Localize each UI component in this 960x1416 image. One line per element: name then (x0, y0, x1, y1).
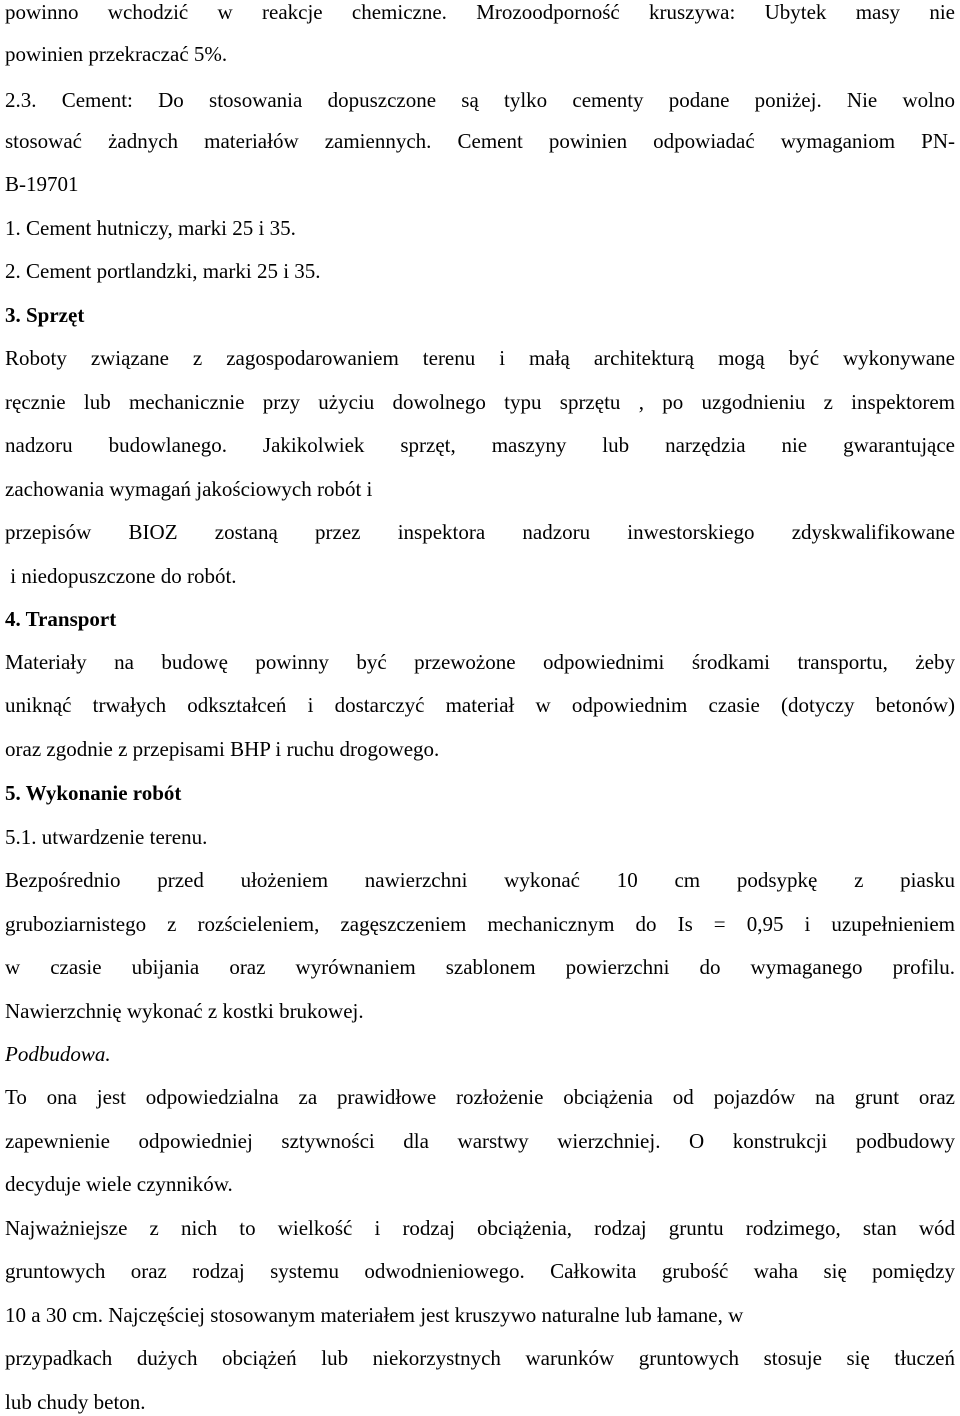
text-line: Najważniejsze z nich to wielkość i rodzaj obciążenia, rodzaj gruntu rodzimego, stan wód (5, 1216, 955, 1240)
text-line: To ona jest odpowiedzialna za prawidłowe rozłożenie obciążenia od pojazdów na grunt oraz (5, 1085, 955, 1109)
list-item: 1. Cement hutniczy, marki 25 i 35. (5, 216, 296, 240)
text-line: nadzoru budowlanego. Jakikolwiek sprzęt, maszyny lub narzędzia nie gwarantujące (5, 433, 955, 457)
text-line: decyduje wiele czynników. (5, 1172, 233, 1196)
text-line: powinno wchodzić w reakcje chemiczne. Mrozoodporność kruszywa: Ubytek masy nie (5, 0, 955, 24)
text-line: uniknąć trwałych odkształceń i dostarczyć materiał w odpowiednim czasie (dotyczy betonów) (5, 693, 955, 717)
text-line: 2.3. Cement: Do stosowania dopuszczone są tylko cementy podane poniżej. Nie wolno (5, 88, 955, 112)
text-line: i niedopuszczone do robót. (5, 564, 237, 588)
list-item: 2. Cement portlandzki, marki 25 i 35. (5, 259, 321, 283)
text-line: oraz zgodnie z przepisami BHP i ruchu drogowego. (5, 737, 440, 761)
text-line: Roboty związane z zagospodarowaniem terenu i małą architekturą mogą być wykonywane (5, 346, 955, 370)
subsection-heading: 5.1. utwardzenie terenu. (5, 825, 208, 849)
text-line: Bezpośrednio przed ułożeniem nawierzchni wykonać 10 cm podsypkę z piasku (5, 868, 955, 892)
text-line: B-19701 (5, 172, 79, 196)
text-line: przypadkach dużych obciążeń lub niekorzystnych warunków gruntowych stosuje się tłuczeń (5, 1346, 955, 1370)
text-line: przepisów BIOZ zostaną przez inspektora nadzoru inwestorskiego zdyskwalifikowane (5, 520, 955, 544)
text-line: gruboziarnistego z rozścieleniem, zagęszczeniem mechanicznym do Is = 0,95 i uzupełnieniem (5, 912, 955, 936)
text-line: w czasie ubijania oraz wyrównaniem szablonem powierzchni do wymaganego profilu. (5, 955, 955, 979)
section-heading: 4. Transport (5, 607, 117, 631)
text-line: zachowania wymagań jakościowych robót i (5, 477, 373, 501)
text-line: ręcznie lub mechanicznie przy użyciu dowolnego typu sprzętu , po uzgodnieniu z inspektorem (5, 390, 955, 414)
text-line: Nawierzchnię wykonać z kostki brukowej. (5, 999, 364, 1023)
text-line: lub chudy beton. (5, 1390, 146, 1414)
text-line: 10 a 30 cm. Najczęściej stosowanym materiałem jest kruszywo naturalne lub łamane, w (5, 1303, 744, 1327)
section-heading: 5. Wykonanie robót (5, 781, 182, 805)
section-heading: 3. Sprzęt (5, 303, 85, 327)
italic-heading: Podbudowa. (5, 1042, 111, 1066)
text-line: zapewnienie odpowiedniej sztywności dla warstwy wierzchniej. O konstrukcji podbudowy (5, 1129, 955, 1153)
text-line: powinien przekraczać 5%. (5, 42, 228, 66)
text-line: gruntowych oraz rodzaj systemu odwodnieniowego. Całkowita grubość waha się pomiędzy (5, 1259, 955, 1283)
text-line: Materiały na budowę powinny być przewożone odpowiednimi środkami transportu, żeby (5, 650, 955, 674)
text-line: stosować żadnych materiałów zamiennych. Cement powinien odpowiadać wymaganiom PN- (5, 129, 955, 153)
